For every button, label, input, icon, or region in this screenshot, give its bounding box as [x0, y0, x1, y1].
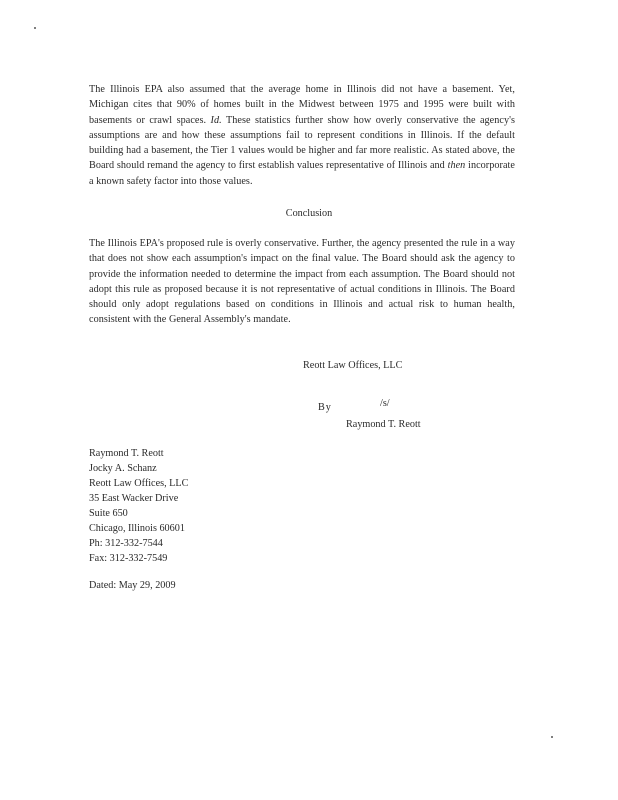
p1-text-b: These statistics further show how overly conservative the agency's assumptions are and how these assumptions fail to represent conditions in Illinois. If the default building had a basement, the Tier 1 values would be higher and far more realistic. As stated above, the Board should remand the agency to first establish values representative of Illinois and: [89, 114, 516, 172]
address-line: Ph: 312-332-7544: [89, 538, 163, 549]
address-block: [89, 446, 188, 566]
p1-then-emphasis: then: [447, 160, 466, 172]
signature-by-label: By: [318, 402, 332, 413]
scan-speck: [34, 27, 36, 29]
signature-firm-name: Reott Law Offices, LLC: [303, 360, 403, 371]
p1-text-a: The Illinois EPA also assumed that the average home in Illinois did not have a basement. Yet, Michigan cites that 90% of homes built in the Midwest between 1975 and 1995 were built with basements or crawl spaces.: [89, 84, 515, 126]
signature-signer-name: Raymond T. Reott: [346, 419, 421, 430]
address-line: 35 East Wacker Drive: [89, 493, 179, 504]
address-line: Reott Law Offices, LLC: [89, 478, 189, 489]
paragraph-conclusion: The Illinois EPA's proposed rule is overly conservative. Further, the agency presented the rule in a way that does not show each assumption's impact on the final value. The Board should ask the agency to provide the information needed to determine the impact from each assumption. The Board should not adopt this rule as proposed because it is not representative of actual conditions in Illinois. The Board should only adopt regulations based on conditions in Illinois and actual risk to human health, consistent with the General Assembly's mandate.: [89, 238, 515, 326]
address-line: Chicago, Illinois 60601: [89, 523, 185, 534]
section-heading-conclusion: Conclusion: [285, 208, 333, 219]
address-line: Fax: 312-332-7549: [89, 553, 168, 564]
signature-line: [278, 412, 468, 413]
signature-electronic-mark: /s/: [380, 398, 390, 409]
paragraph-basements: [89, 82, 515, 189]
address-line: Suite 650: [89, 508, 128, 519]
address-line: Jocky A. Schanz: [89, 463, 157, 474]
p1-text-c: incorporate a known safety factor into those values.: [89, 160, 515, 187]
address-line: Raymond T. Reott: [89, 448, 164, 459]
p1-id-citation: Id.: [210, 114, 222, 126]
date-line: Dated: May 29, 2009: [89, 580, 176, 591]
scan-speck: [551, 736, 553, 738]
